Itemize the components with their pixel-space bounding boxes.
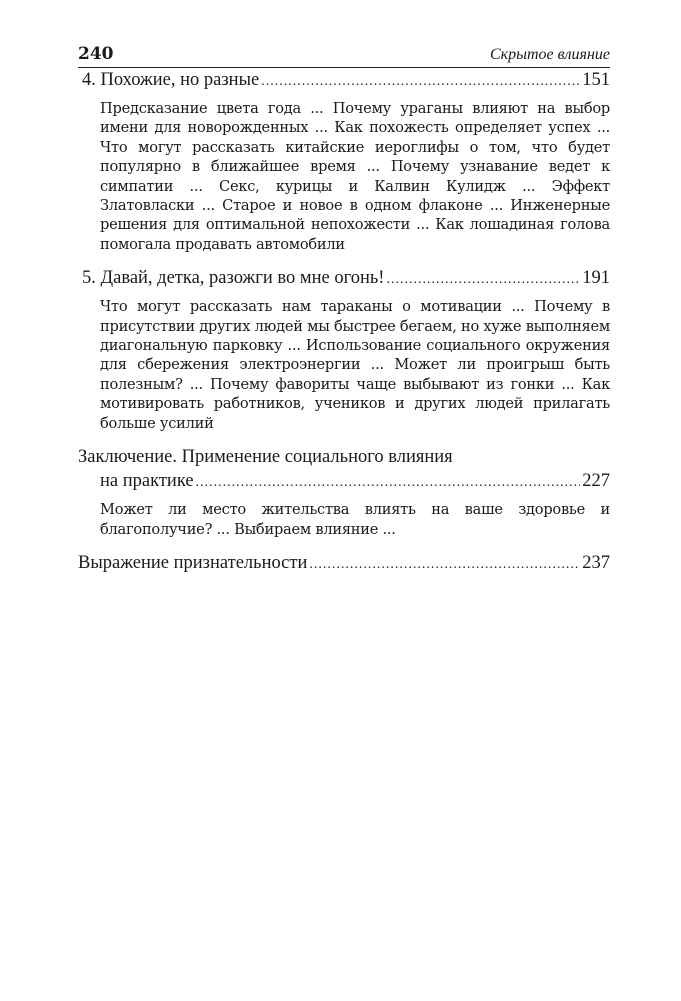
toc-entry-chapter-4 bbox=[78, 68, 610, 254]
toc-entry-title-line1[interactable]: Заключение. Применение социального влияния bbox=[78, 447, 453, 468]
toc-entry-chapter-5 bbox=[78, 266, 610, 433]
toc-entry-description: Может ли место жительства влиять на ваше здоровье и благополучие? ... Выбираем влияние ... bbox=[100, 501, 610, 538]
toc-entry-line[interactable] bbox=[82, 266, 610, 292]
toc-entry-page: 237 bbox=[582, 552, 610, 573]
dot-leader bbox=[196, 471, 581, 495]
dot-leader bbox=[386, 268, 580, 292]
toc-entry-description: Что могут рассказать нам тараканы о мотивации ... Почему в присутствии других людей мы быстрее бегаем, но хуже выполняем диагональную парковку ... Использование социального окружения для сбережения электроэнергии ... Может ли проигрыш быть полезным? ... Почему фавориты чаще выбывают из гонки ... Как мотивировать работников, учеников и других людей прилагать больше усилий bbox=[100, 298, 610, 432]
toc-entry-title: 4. Похожие, но разные bbox=[82, 70, 260, 90]
toc-entry-page: 227 bbox=[582, 471, 610, 492]
toc-entry-acknowledgements bbox=[78, 551, 610, 577]
toc-entry-title-line2: на практике bbox=[100, 471, 194, 492]
toc-entry-conclusion bbox=[78, 445, 610, 539]
toc-entry-line[interactable] bbox=[100, 469, 610, 495]
dot-leader bbox=[261, 70, 580, 94]
toc-entry-description: Предсказание цвета года ... Почему ураганы влияют на выбор имени для новорожденных ... Как похожесть определяет успех ... Что могут рассказать китайские иероглифы о том, что будет популярно в ближайшее время ... Почему узнавание ведет к симпатии ... Секс, курицы и Калвин Кулидж ... Эффект Златовласки ... Старое и новое в одном флаконе ... Инженерные решения для оптимальной непохожести ... Как лошадиная голова помогала продавать автомобили bbox=[100, 100, 610, 253]
toc-entry-line[interactable] bbox=[82, 68, 610, 94]
page-header bbox=[78, 40, 610, 68]
toc-entry-line[interactable] bbox=[78, 551, 610, 577]
toc-entry-title: 5. Давай, детка, разожги во мне огонь! bbox=[82, 268, 385, 289]
running-title: Скрытое влияние bbox=[489, 46, 610, 63]
toc-entry-page: 191 bbox=[582, 268, 610, 289]
page-number: 240 bbox=[78, 44, 114, 64]
table-of-contents bbox=[78, 68, 610, 589]
dot-leader bbox=[309, 553, 580, 577]
toc-entry-title: Выражение признательности bbox=[78, 552, 308, 573]
toc-entry-page: 151 bbox=[582, 70, 610, 90]
